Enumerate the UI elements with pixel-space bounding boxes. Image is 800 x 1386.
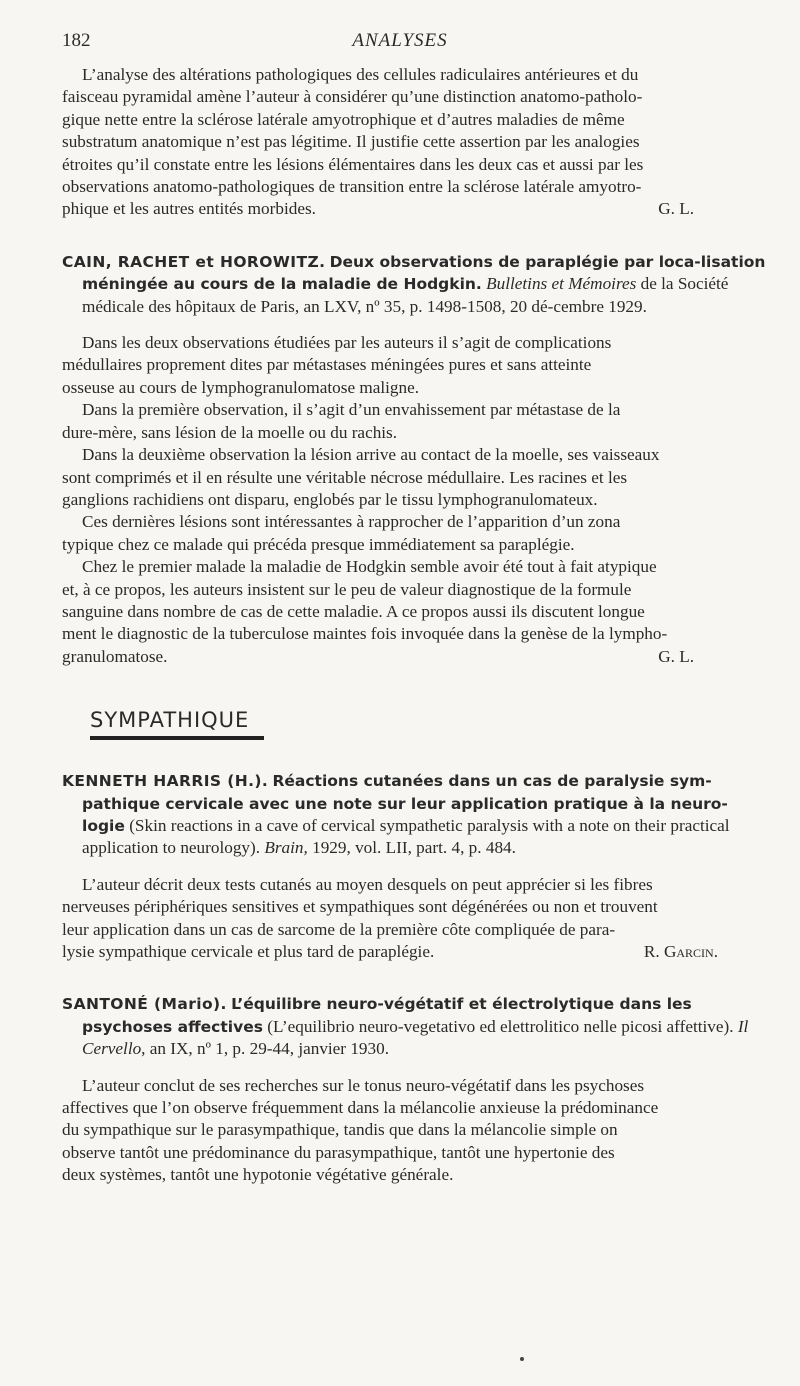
abstract-paragraph xyxy=(62,1075,766,1187)
text-line: étroites qu’il constate entre les lésions élémentaires dans les deux cas et aussi par les xyxy=(62,154,644,174)
entry-journal: Brain, xyxy=(264,838,308,858)
text-line: dure-mère, sans lésion de la moelle ou du rachis. xyxy=(62,422,398,442)
abstract-paragraph xyxy=(62,874,766,964)
text-line: gique nette entre la sclérose latérale amyotrophique et d’autres maladies de même xyxy=(62,109,625,129)
text-line: nerveuses périphériques sensitives et sympathiques sont dégénérées ou non et trouvent xyxy=(62,897,658,917)
text-line: sanguine dans nombre de cas de cette maladie. A ce propos aussi ils discutent longue xyxy=(62,601,645,621)
abstract-paragraph xyxy=(62,399,766,444)
abstract-paragraph xyxy=(62,556,766,668)
text-line: L’auteur conclut de ses recherches sur le tonus neuro-végétatif dans les psychoses xyxy=(82,1075,645,1095)
entry-authors: CAIN, RACHET et HOROWITZ. xyxy=(62,252,326,271)
text-line: typique chez ce malade qui précéda presque immédiatement sa paraplégie. xyxy=(62,534,575,554)
text-line: affectives que l’on observe fréquemment dans la mélancolie anxieuse la prédominance xyxy=(62,1098,659,1118)
signature: R. Garcin. xyxy=(643,942,718,961)
text-line: granulomatose. xyxy=(62,646,168,666)
entry-citation: an IX, nº 1, p. 29-44, janvier 1930. xyxy=(149,1039,390,1059)
text-line: substratum anatomique n’est pas légitime. Il justifie cette assertion par les analogies xyxy=(62,132,640,152)
entry-translated-title: (L’equilibrio neuro-vegetativo ed elettrolitico nelle picosi affettive). xyxy=(267,1016,734,1036)
ink-speck xyxy=(520,1357,524,1361)
section-heading: SYMPATHIQUE xyxy=(90,708,250,733)
entry-authors: SANTONÉ (Mario). xyxy=(62,995,227,1014)
page-content xyxy=(62,64,766,1187)
text-line: Chez le premier malade la maladie de Hodgkin semble avoir été tout à fait atypique xyxy=(82,557,657,577)
text-line: ment le diagnostic de la tuberculose maintes fois invoquée dans la genèse de la lympho- xyxy=(62,624,668,644)
entry-heading xyxy=(62,770,766,860)
signature: G. L. xyxy=(658,199,694,219)
text-line: observe tantôt une prédominance du parasympathique, tantôt une hypertonie des xyxy=(62,1142,615,1162)
text-line: ganglions rachidiens ont disparu, englobés par le tissu lymphogranulomateux. xyxy=(62,489,598,509)
entry-authors: KENNETH HARRIS (H.). xyxy=(62,772,269,791)
entry-heading xyxy=(62,993,766,1060)
text-line: L’analyse des altérations pathologiques des cellules radiculaires antérieures et du xyxy=(82,65,639,84)
text-line: leur application dans un cas de sarcome de la première côte compliquée de para- xyxy=(62,919,616,939)
page-number: 182 xyxy=(62,30,91,51)
text-line: Ces dernières lésions sont intéressantes à rapprocher de l’apparition d’un zona xyxy=(82,512,621,532)
text-line: sont comprimés et il en résulte une véritable nécrose médullaire. Les racines et les xyxy=(62,467,628,487)
text-line: deux systèmes, tantôt une hypotonie végétative générale. xyxy=(62,1165,454,1185)
text-line: et, à ce propos, les auteurs insistent sur le peu de valeur diagnostique de la formule xyxy=(62,579,632,599)
text-line: observations anatomo-pathologiques de transition entre la sclérose latérale amyotro- xyxy=(62,177,642,197)
entry-title: Deux observations de paraplégie par loca-lisation méningée au cours de la maladie de Hodgkin. xyxy=(82,252,766,294)
text-line: lysie sympathique cervicale et plus tard de paraplégie. xyxy=(62,942,435,961)
text-line: médullaires proprement dites par métastases méningées pures et sans atteinte xyxy=(62,355,592,375)
entry-title: Réactions cutanées dans un cas de paralysie sym-pathique cervicale avec une note sur leur application pratique à la neuro-logie xyxy=(82,772,728,835)
page-header xyxy=(62,30,738,58)
entry-citation: de la Société médicale des hôpitaux de Paris, an LXV, nº 35, p. 1498-1508, 20 dé-cembre 1929. xyxy=(82,274,729,316)
abstract-paragraph xyxy=(62,444,766,511)
text-line: Dans la première observation, il s’agit d’un envahissement par métastase de la xyxy=(82,400,621,420)
text-line: phique et les autres entités morbides. xyxy=(62,199,316,219)
entry-heading xyxy=(62,251,766,318)
entry-translated-title: (Skin reactions in a cave of cervical sympathetic paralysis with a note on their practical application to neurology). xyxy=(82,815,730,858)
intro-paragraph xyxy=(62,64,766,221)
text-line: Dans les deux observations étudiées par les auteurs il s’agit de complications xyxy=(82,333,612,353)
text-line: du sympathique sur le parasympathique, tandis que dans la mélancolie simple on xyxy=(62,1120,618,1140)
running-title: ANALYSES xyxy=(352,30,448,51)
entry-journal: Bulletins et Mémoires xyxy=(486,274,637,294)
entry-citation: 1929, vol. LII, part. 4, p. 484. xyxy=(312,838,516,858)
text-line: L’auteur décrit deux tests cutanés au moyen desquels on peut apprécier si les fibres xyxy=(82,874,653,894)
abstract-paragraph xyxy=(62,511,766,556)
text-line: osseuse au cours de lymphogranulomatose maligne. xyxy=(62,377,420,397)
text-line: faisceau pyramidal amène l’auteur à considérer qu’une distinction anatomo-patholo- xyxy=(62,87,643,107)
signature: G. L. xyxy=(658,646,694,666)
abstract-paragraph xyxy=(62,332,766,399)
entry-title: L’équilibre neuro-végétatif et électrolytique dans les psychoses affectives xyxy=(82,995,692,1036)
text-line: Dans la deuxième observation la lésion arrive au contact de la moelle, ses vaisseaux xyxy=(82,445,660,465)
entry-journal: Il Cervello, xyxy=(82,1016,749,1059)
